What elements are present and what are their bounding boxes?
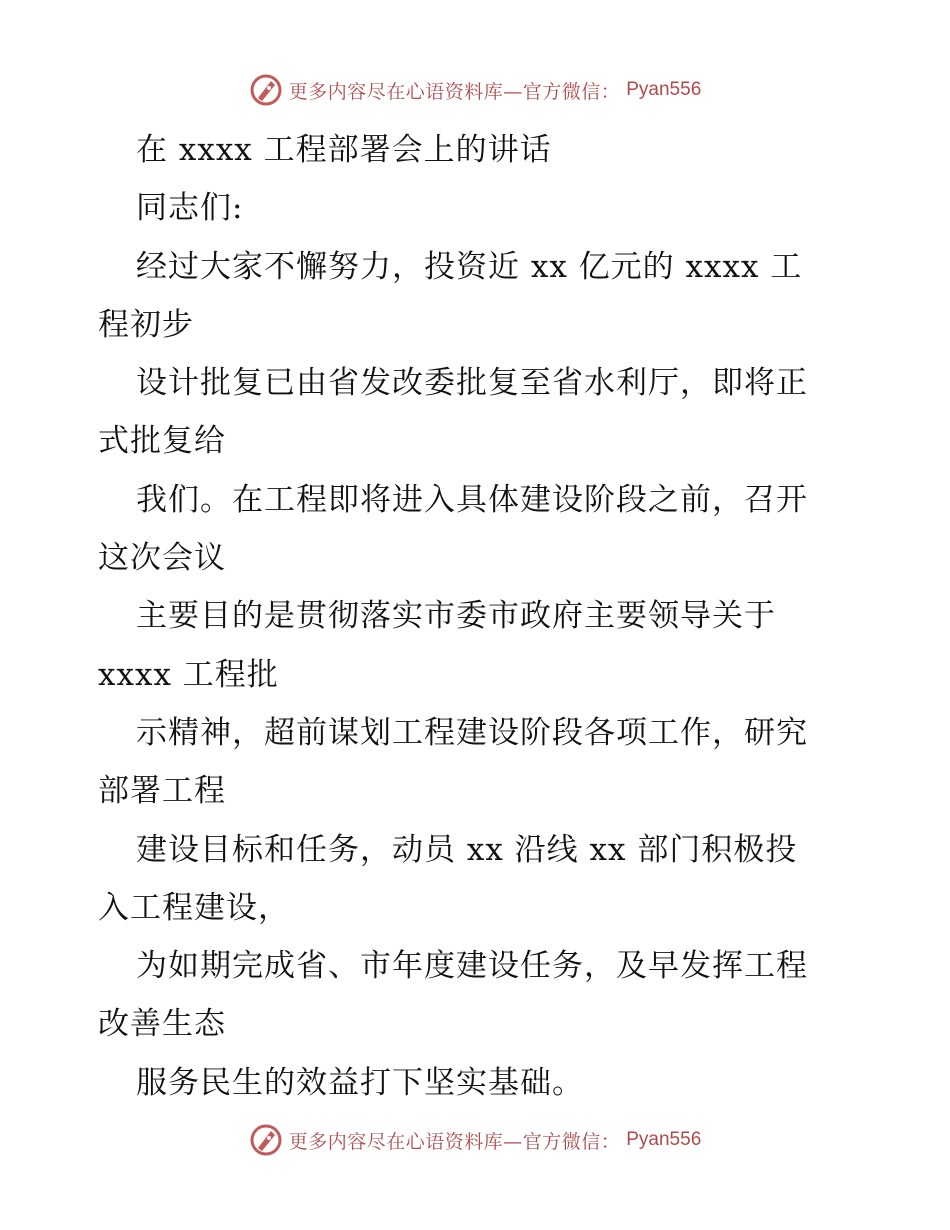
banner-wechat-id: Pyan556 (626, 1129, 702, 1150)
paragraph-line: 入工程建设， (98, 889, 290, 926)
paragraph-line: 设计批复已由省发改委批复至省水利厅，即将正 (136, 365, 808, 402)
banner-slogan: 更多内容尽在心语资料库—官方微信： (288, 80, 621, 103)
header-banner-content (249, 73, 702, 107)
paragraph-line: 式批复给 (98, 423, 226, 460)
paragraph-line: 主要目的是贯彻落实市委市政府主要领导关于 (136, 598, 776, 635)
paragraph-line: 程初步 (98, 306, 194, 343)
footer-banner-content (249, 1123, 702, 1157)
paragraph-line: 服务民生的效益打下坚实基础。 (136, 1064, 584, 1101)
paragraph-line: xxxx 工程批 (98, 656, 279, 693)
salutation: 同志们: (136, 190, 244, 227)
banner-wechat-id: Pyan556 (626, 79, 702, 100)
paragraph-line: 建设目标和任务，动员 xx 沿线 xx 部门积极投 (136, 831, 798, 868)
speech-body (98, 121, 850, 1112)
paragraph-line: 这次会议 (98, 540, 226, 577)
footer-watermark-banner (0, 1118, 950, 1162)
speech-title: 在 xxxx 工程部署会上的讲话 (136, 132, 552, 168)
paragraph-line: 示精神，超前谋划工程建设阶段各项工作，研究 (136, 714, 808, 751)
pen-nib-logo-icon (249, 73, 283, 107)
paragraph-line: 我们。在工程即将进入具体建设阶段之前，召开 (136, 481, 808, 518)
paragraph-line: 改善生态 (98, 1006, 226, 1043)
paragraph-line: 部署工程 (98, 773, 226, 810)
pen-nib-logo-icon (249, 1123, 283, 1157)
paragraph-line: 为如期完成省、市年度建设任务，及早发挥工程 (136, 948, 808, 985)
paragraph-line: 经过大家不懈努力，投资近 xx 亿元的 xxxx 工 (136, 248, 803, 285)
banner-slogan: 更多内容尽在心语资料库—官方微信： (288, 1130, 621, 1153)
header-watermark-banner (0, 68, 950, 112)
